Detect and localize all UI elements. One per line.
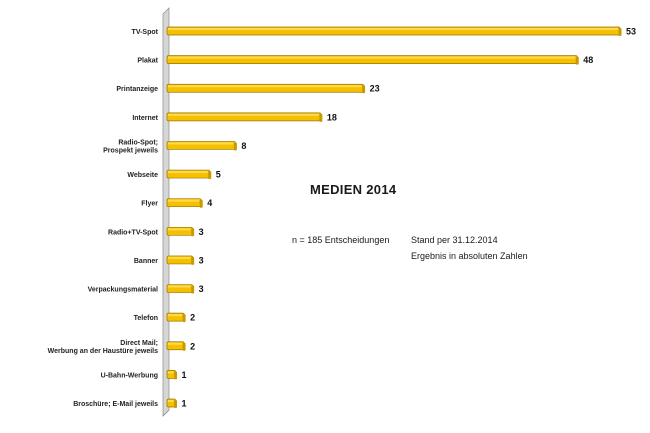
axis-wall (163, 8, 169, 416)
bar-highlight-12 (168, 343, 182, 345)
category-label-14: Broschüre; E-Mail jeweils (73, 401, 158, 408)
category-label-4: Internet (132, 114, 158, 122)
category-label-3: Printanzeige (116, 86, 158, 94)
bar-highlight-6 (168, 171, 208, 173)
bar-cap-1 (619, 28, 622, 36)
category-label-5-line-2: Prospekt jeweils (103, 147, 158, 155)
value-label-4: 18 (326, 112, 337, 123)
category-label-5-line-1: Radio-Spot; (118, 139, 158, 147)
value-label-3: 23 (369, 83, 380, 94)
bar-highlight-1 (168, 28, 618, 30)
bar-highlight-2 (168, 57, 575, 59)
value-label-1: 53 (626, 26, 637, 37)
bar-cap-6 (208, 171, 211, 179)
bar-cap-2 (576, 57, 579, 65)
value-label-7: 4 (207, 198, 213, 209)
category-label-11: Telefon (133, 315, 158, 323)
value-label-2: 48 (583, 55, 594, 66)
category-label-13: U-Bahn-Werbung (100, 372, 158, 380)
sample-size-note: n = 185 Entscheidungen (292, 235, 390, 245)
value-label-14: 1 (181, 398, 187, 409)
bar-highlight-9 (168, 257, 191, 259)
bar-highlight-4 (168, 114, 319, 116)
bar-highlight-14 (168, 400, 174, 402)
bar-cap-13 (174, 371, 177, 379)
value-label-6: 5 (215, 169, 221, 180)
value-label-13: 1 (181, 369, 187, 380)
bar-highlight-11 (168, 314, 182, 316)
units-note: Ergebnis in absoluten Zahlen (411, 251, 528, 261)
chart-title: MEDIEN 2014 (310, 182, 397, 197)
bar-highlight-7 (168, 200, 199, 202)
value-label-8: 3 (198, 226, 204, 237)
bar-cap-7 (200, 200, 203, 208)
bar-highlight-8 (168, 228, 191, 230)
category-label-9: Banner (133, 257, 158, 265)
category-label-6: Webseite (127, 172, 158, 180)
bar-cap-4 (319, 114, 322, 122)
bar-cap-10 (191, 286, 194, 294)
value-label-10: 3 (198, 284, 204, 295)
bar-cap-12 (183, 343, 186, 351)
category-label-7: Flyer (141, 200, 158, 208)
category-label-8: Radio+TV-Spot (108, 229, 158, 237)
date-note: Stand per 31.12.2014 (411, 235, 498, 245)
bar-highlight-10 (168, 286, 191, 288)
category-label-12-line-1: Direct Mail; (120, 339, 158, 347)
bar-cap-8 (191, 228, 194, 236)
category-label-2: Plakat (137, 57, 158, 65)
bar-highlight-3 (168, 85, 362, 87)
category-label-12-line-2: Werbung an der Haustüre jeweils (47, 347, 158, 355)
value-label-11: 2 (190, 312, 196, 323)
value-label-12: 2 (190, 341, 196, 352)
bar-highlight-13 (168, 371, 174, 373)
bar-cap-5 (234, 142, 237, 150)
bar-cap-9 (191, 257, 194, 265)
bar-cap-11 (183, 314, 186, 322)
category-label-10: Verpackungsmaterial (87, 286, 158, 294)
bar-highlight-5 (168, 142, 233, 144)
bar-cap-3 (362, 85, 365, 93)
category-label-1: TV-Spot (131, 29, 158, 36)
value-label-5: 8 (241, 140, 247, 151)
bar-cap-14 (174, 400, 177, 408)
value-label-9: 3 (198, 255, 204, 266)
